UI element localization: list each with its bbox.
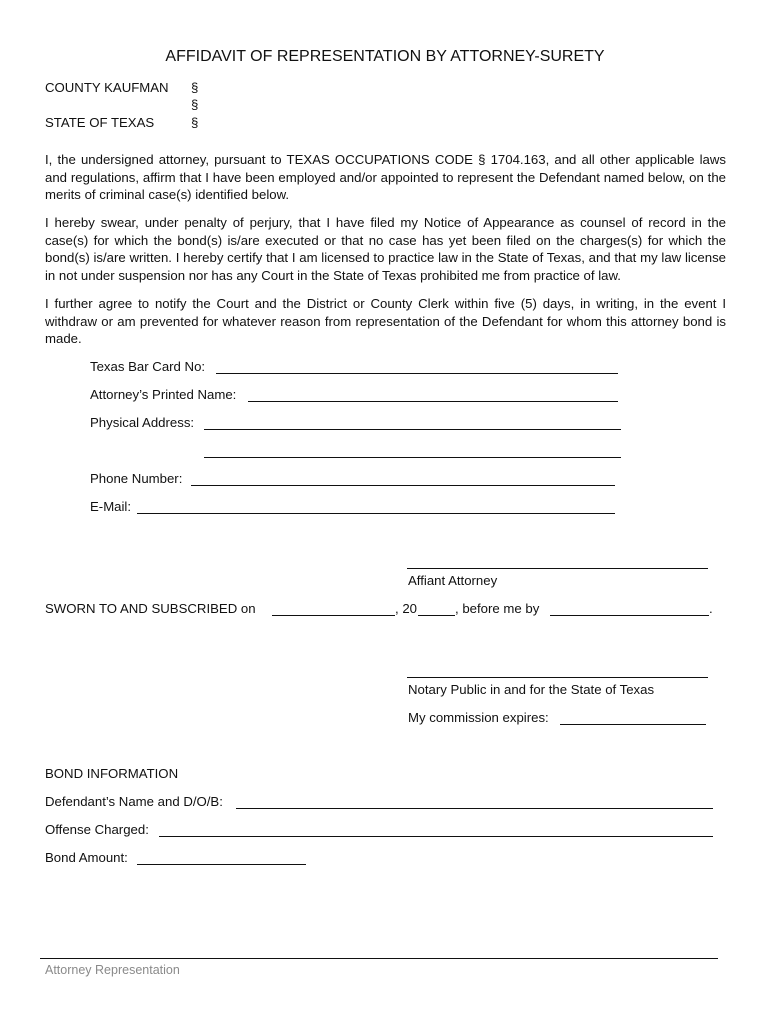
affiant-signature-line[interactable] [407,568,708,569]
printed-name-field[interactable] [248,401,618,402]
bond-amount-label: Bond Amount: [45,850,128,865]
sworn-end: . [709,601,713,616]
notary-signature-line[interactable] [407,677,708,678]
paragraph-notify: I further agree to notify the Court and the District or County Clerk within five (5) days, in writing, in the event I withdraw or am prevented for whatever reason from representation of the Defendant for whom this attorney bond is made. [45,296,726,346]
bond-heading: BOND INFORMATION [45,766,179,781]
phone-field[interactable] [191,485,615,486]
offense-label: Offense Charged: [45,822,149,837]
commission-label: My commission expires: [408,710,549,725]
paragraph-pursuant: I, the undersigned attorney, pursuant to TEXAS OCCUPATIONS CODE § 1704.163, and all other applicable laws and regulations, affirm that I have been employed and/or appointed to represent the Defendant named below, on the merits of criminal case(s) identified below. [45,152,726,202]
phone-label: Phone Number: [90,471,183,486]
physical-address-label: Physical Address: [90,415,195,430]
defendant-label: Defendant’s Name and D/O/B: [45,794,223,809]
defendant-field[interactable] [236,808,713,809]
sworn-date-field[interactable] [272,615,395,616]
county-label: COUNTY KAUFMAN [45,80,169,95]
sworn-before-me: , before me by [455,601,540,616]
printed-name-label: Attorney’s Printed Name: [90,387,237,402]
sworn-year-prefix: , 20 [395,601,417,616]
section-symbol: § [191,97,199,112]
section-symbol: § [191,80,199,95]
footer-text: Attorney Representation [45,963,180,977]
email-field[interactable] [137,513,615,514]
sworn-prefix: SWORN TO AND SUBSCRIBED on [45,601,256,616]
bar-card-field[interactable] [216,373,618,374]
bar-card-label: Texas Bar Card No: [90,359,206,374]
section-symbol: § [191,115,199,130]
paragraph-swear: I hereby swear, under penalty of perjury, that I have filed my Notice of Appearance as counsel of record in the case(s) for which the bond(s) is/are executed or that no case has yet been filed on the charges(s) for which the bond(s) is/are written. I hereby certify that I am licensed to practice law in the State of Texas, and that my law license in not under suspension nor has any Court in the State of Texas prohibited me from practice of law. [45,215,726,283]
affiant-label: Affiant Attorney [408,573,498,588]
offense-field[interactable] [159,836,713,837]
sworn-year-field[interactable] [418,615,455,616]
email-label: E-Mail: [90,499,132,514]
bond-amount-field[interactable] [137,864,306,865]
sworn-name-field[interactable] [550,615,709,616]
state-label: STATE OF TEXAS [45,115,155,130]
page-title: AFFIDAVIT OF REPRESENTATION BY ATTORNEY-SURETY [165,48,605,65]
footer-rule [40,958,718,959]
notary-label: Notary Public in and for the State of Texas [408,682,655,697]
physical-address-field[interactable] [204,429,621,430]
physical-address-line-2-field[interactable] [204,457,621,458]
commission-expires-field[interactable] [560,724,706,725]
